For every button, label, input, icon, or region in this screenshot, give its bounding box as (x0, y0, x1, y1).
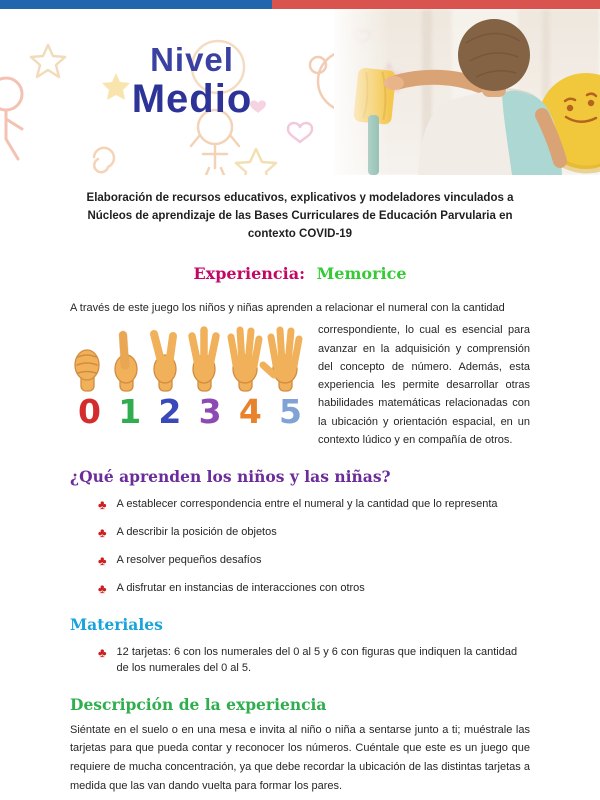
materials-section-heading: Materiales (70, 614, 163, 634)
intro-figure-row (70, 321, 530, 449)
club-bullet-icon: ♣ (98, 580, 107, 596)
list-item-text: A describir la posición de objetos (116, 525, 277, 538)
list-item (70, 553, 530, 569)
numerals-row (70, 392, 306, 432)
list-item (70, 525, 530, 541)
list-item-text: A resolver pequeños desafíos (116, 553, 262, 566)
brand-line2: Medio (131, 76, 253, 121)
list-item-text: 12 tarjetas: 6 con los numerales del 0 al 5 y 6 con figuras que indiquen la cantidad de los numerales del 0 al 5. (116, 645, 518, 674)
numeral-0: 0 (78, 392, 101, 432)
club-bullet-icon: ♣ (98, 497, 107, 512)
materials-list (70, 645, 530, 677)
learn-list (70, 497, 530, 597)
brand-logo (92, 43, 292, 120)
ribbon-blue-segment (0, 0, 272, 9)
hands-counting-figure (70, 321, 306, 432)
club-bullet-icon: ♣ (98, 644, 107, 660)
club-bullet-icon: ♣ (98, 552, 107, 568)
learn-section-heading: ¿Qué aprenden los niños y las niñas? (70, 467, 391, 486)
numeral-2: 2 (158, 392, 182, 432)
document-body (70, 190, 530, 795)
experience-heading (70, 264, 530, 283)
numeral-1: 1 (118, 392, 142, 432)
document-title: Elaboración de recursos educativos, explicativos y modeladores vinculados a Núcleos de aprendizaje de las Bases Curriculares de Educación Parvularia en contexto COVID-19 (86, 192, 514, 240)
top-ribbon (0, 0, 600, 9)
intro-wrapped-text: correspondiente, lo cual es esencial para avanzar en la adquisición y comprensión del concepto de número. Además, esta experiencia les permite desarrollar otras habilidades matemáticas relacionadas con la ubicación y orientación espacial, en un contexto lúdico y en compañía de otros. (318, 324, 530, 446)
list-item-text: A establecer correspondencia entre el numeral y la cantidad que lo representa (116, 498, 498, 510)
header-banner (0, 9, 600, 175)
experience-label: Experiencia: (193, 264, 305, 284)
ribbon-red-segment (272, 0, 600, 9)
numeral-3: 3 (198, 392, 222, 432)
numeral-5: 5 (279, 392, 302, 432)
brand-line1: Nivel (150, 41, 234, 78)
hands-0-to-5-illustration (70, 321, 306, 393)
child-photo (334, 9, 600, 175)
numeral-4: 4 (238, 392, 262, 432)
description-section-heading: Descripción de la experiencia (70, 694, 327, 714)
club-bullet-icon: ♣ (98, 524, 107, 540)
list-item (70, 581, 530, 597)
intro-first-line: A través de este juego los niños y niñas aprenden a relacionar el numeral con la cantidad (70, 302, 505, 315)
experience-name: Memorice (316, 264, 407, 284)
list-item (70, 645, 530, 677)
description-paragraph: Siéntate en el suelo o en una mesa e invita al niño o niña a sentarse junto a ti; muéstrale las tarjetas para que pueda contar y reconocer los números. Cuéntale que este es un juego que requiere de mucha concentración, ya que debe recordar la ubicación de las distintas tarjetas a medida que las van dando vuelta para formar los pares. (70, 723, 530, 792)
list-item-text: A disfrutar en instancias de interacciones con otros (116, 581, 365, 594)
list-item (70, 497, 530, 513)
